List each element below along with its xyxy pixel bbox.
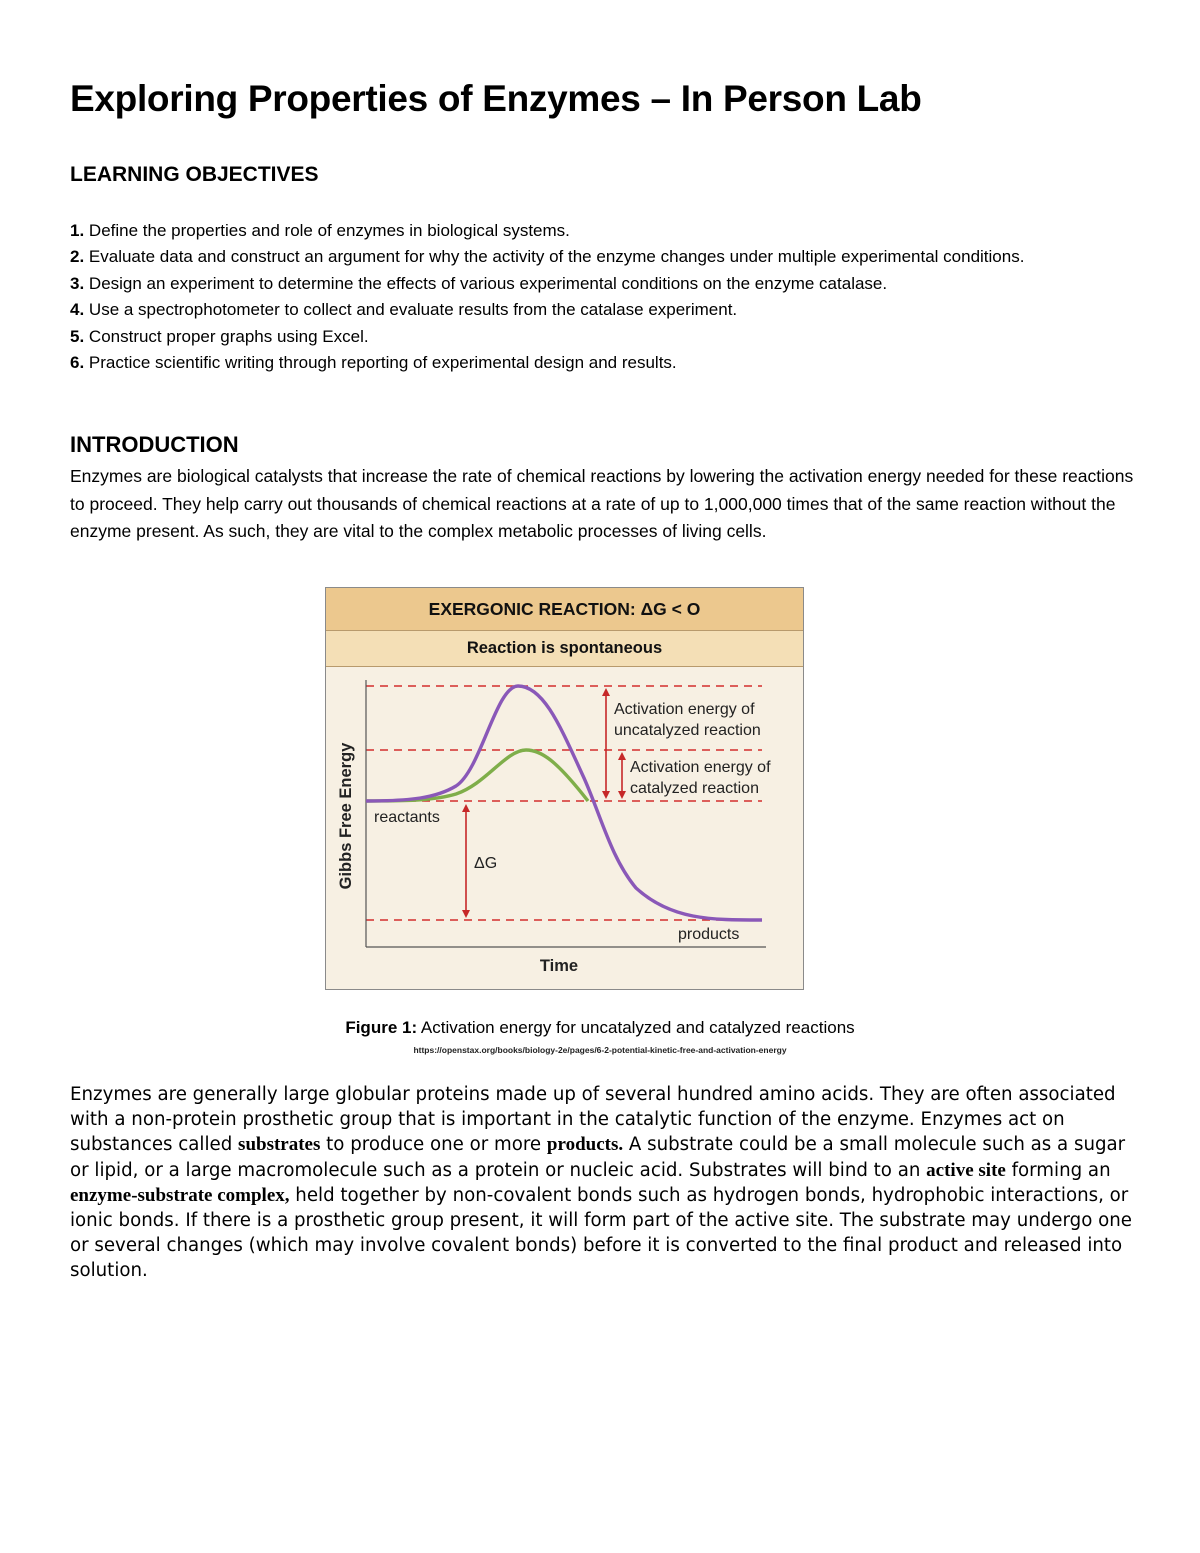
list-item (70, 297, 1130, 323)
delta-g-label: ΔG (474, 855, 498, 872)
body-text-5: held together by non-covalent bonds such as hydrogen bonds, hydrophobic interactions, or ionic bonds. If there is a prosthetic group present, it will form part of the active site. The substrate may undergo one or several changes (which may involve covalent bonds) before it is converted to the final product and released into solution. (70, 1184, 1132, 1282)
body-text-4: forming an (1005, 1159, 1111, 1181)
term-products: products. (546, 1134, 624, 1156)
body-paragraph (70, 1082, 1140, 1284)
list-item (70, 218, 1130, 244)
introduction-paragraph: Enzymes are biological catalysts that increase the rate of chemical reactions by lowering the activation energy needed for these reactions to proceed. They help carry out thousands of chemical reactions at a rate of up to 1,000,000 times that of the same reaction without the enzyme present. As such, they are vital to the complex metabolic processes of living cells. (70, 466, 1134, 541)
figure-source-url: https://openstax.org/books/biology-2e/pages/6-2-potential-kinetic-free-and-activation-energy (413, 1045, 787, 1055)
figure-caption (70, 1018, 1130, 1038)
products-label: products (678, 926, 740, 943)
term-substrates: substrates (238, 1134, 321, 1156)
page-title: Exploring Properties of Enzymes – In Person Lab (70, 78, 922, 119)
figure-header: EXERGONIC REACTION: ΔG < O (326, 588, 803, 631)
learning-objectives-heading: LEARNING OBJECTIVES (70, 163, 319, 186)
list-item (70, 324, 1130, 350)
body-text-2: to produce one or more (320, 1134, 547, 1156)
body-text-1: Enzymes are generally large globular proteins made up of several hundred amino acids. They are often associated with a non-protein prosthetic group that is important in the catalytic function of the enzyme. Enzymes act on substances called (70, 1084, 1116, 1156)
x-axis-label: Time (539, 957, 579, 975)
list-number: 3. (70, 273, 85, 293)
catalyzed-label-line2: catalyzed reaction (630, 780, 759, 797)
figure-subheader: Reaction is spontaneous (326, 631, 803, 667)
energy-diagram (326, 588, 803, 989)
list-item-text: Design an experiment to determine the effects of various experimental conditions on the enzyme catalase. (84, 273, 888, 293)
introduction-heading: INTRODUCTION (70, 432, 239, 457)
list-item (70, 350, 1130, 376)
term-active-site: active site (926, 1159, 1006, 1181)
y-axis-label: Gibbs Free Energy (337, 742, 355, 890)
list-item-text: Use a spectrophotometer to collect and evaluate results from the catalase experiment. (84, 300, 738, 320)
reactants-label: reactants (374, 809, 440, 826)
list-item-text: Evaluate data and construct an argument for why the activity of the enzyme changes under multiple experimental conditions. (84, 247, 1025, 267)
list-item-text: Define the properties and role of enzymes in biological systems. (84, 221, 570, 240)
figure-caption-label: Figure 1: (345, 1018, 418, 1037)
body-text-3: A substrate could be a small molecule such as a sugar or lipid, or a large macromolecule such as a protein or nucleic acid. Substrates will bind to an (70, 1134, 1126, 1181)
uncatalyzed-label-line2: uncatalyzed reaction (614, 722, 761, 739)
list-number: 6. (70, 353, 85, 373)
catalyzed-label-line1: Activation energy of (630, 759, 771, 776)
list-number: 5. (70, 326, 85, 346)
list-item (70, 271, 1130, 297)
list-item (70, 244, 1130, 270)
list-number: 4. (70, 300, 85, 320)
figure-caption-text: Activation energy for uncatalyzed and catalyzed reactions (417, 1018, 855, 1037)
list-number: 2. (70, 247, 85, 267)
objectives-list (70, 218, 1130, 376)
energy-diagram-figure (325, 587, 804, 990)
list-item-text: Practice scientific writing through reporting of experimental design and results. (84, 353, 677, 373)
uncatalyzed-label-line1: Activation energy of (614, 701, 755, 718)
term-enzyme-substrate-complex: enzyme-substrate complex, (70, 1184, 290, 1206)
list-item-text: Construct proper graphs using Excel. (84, 326, 369, 346)
list-number: 1. (70, 221, 85, 240)
